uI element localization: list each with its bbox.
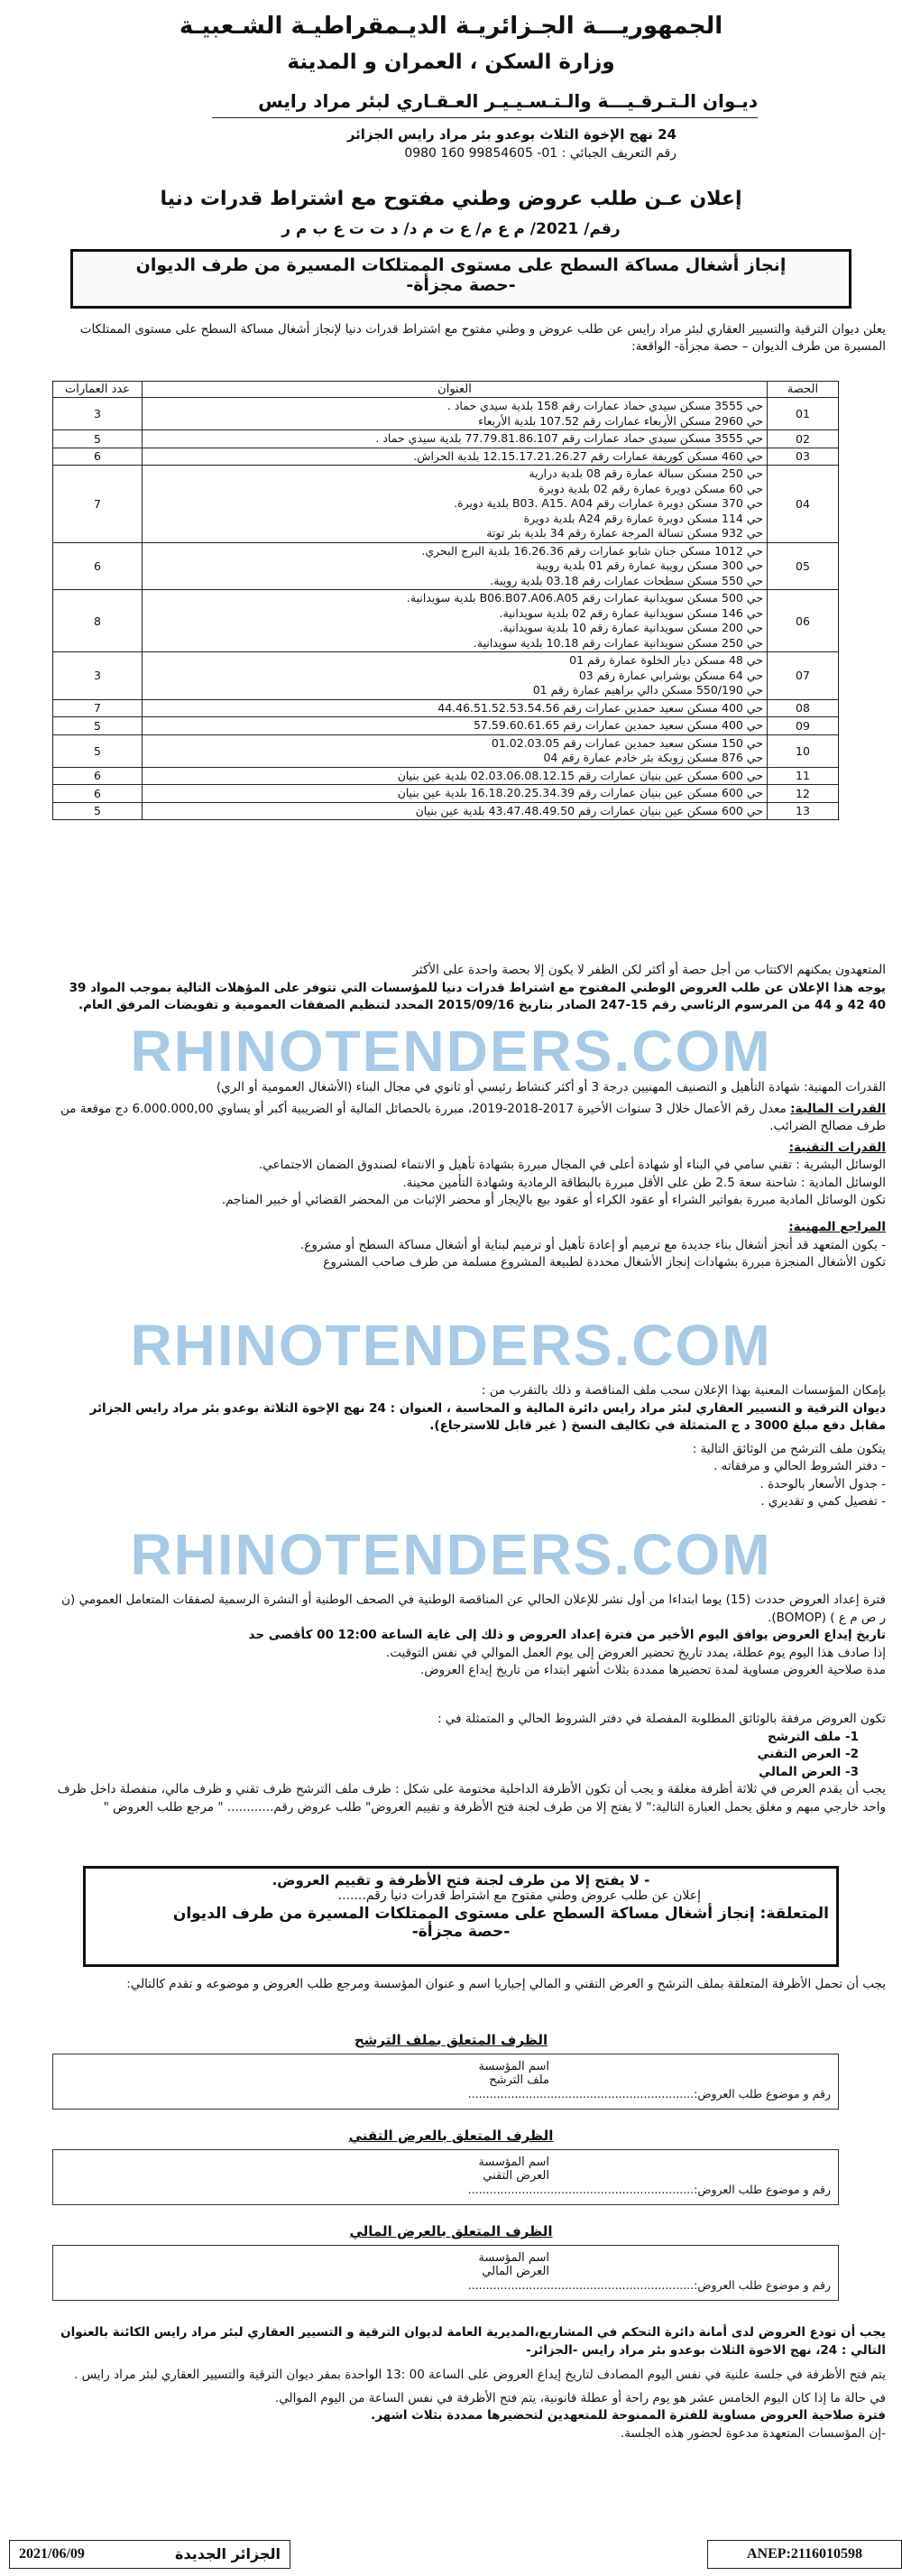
table-header-row <box>53 382 839 398</box>
lot-address <box>143 802 768 820</box>
technical-title: القدرات التقنية: <box>788 1140 886 1155</box>
withdraw-1: بإمكان المؤسسات المعنية بهذا الإعلان سحب ملف المناقصة و ذلك بالتقرب من : <box>481 1383 886 1398</box>
address-line: حي 250 مسكن سويدانية عمارات رقم 10.18 بلدية سويدانية. <box>473 635 763 650</box>
anep-reference: ANEP:2116010598 <box>707 2540 902 2569</box>
lot-number: 11 <box>768 767 839 785</box>
lot-address <box>143 699 768 717</box>
closing-block <box>54 2324 886 2442</box>
lot-address <box>143 430 768 448</box>
table-row <box>53 785 839 803</box>
building-count: 5 <box>53 430 143 448</box>
address-line: حي 400 مسكن سعيد حمدين عمارات رقم 57.59.60.61.65 <box>474 718 763 732</box>
address-line: حي 114 مسكن دويرة عمارة رقم A24 بلدية دويرة <box>523 511 763 525</box>
deadline-block <box>54 1592 886 1680</box>
header-address: العنوان <box>143 382 768 398</box>
outer-line-1: - لا يفتح إلا من طرف لجنة فتح الأظرفة و تقييم العروض. <box>272 1872 650 1888</box>
watermark-1: RHINOTENDERS.COM <box>130 1019 772 1084</box>
address-line: حي 64 مسكن بوشرابي عمارة رقم 03 <box>578 668 763 682</box>
file-content-3: - تفصيل كمي و تقديري . <box>760 1494 886 1510</box>
closing-5: -إن المؤسسات المتعهدة مدعوة لحضور هذه الجلسة. <box>620 2425 886 2441</box>
office-underline <box>212 117 758 118</box>
address-line: حي 200 مسكن سويدانية عمارة رقم 10 بلدية سويدانية. <box>499 621 763 634</box>
address-line: حي 2960 مسكن الأربعاء عمارات رقم 107.52 بلدية الأربعاء <box>478 413 763 428</box>
lot-address <box>143 717 768 735</box>
offer-item-2: 2- العرض التقني <box>757 1747 859 1762</box>
lot-number: 10 <box>768 734 839 767</box>
lot-number: 04 <box>768 466 839 543</box>
outer-line-2: إعلان عن طلب عروض وطني مفتوح مع اشتراط قدرات دنيا رقم....... <box>337 1888 701 1903</box>
building-count: 8 <box>53 590 143 652</box>
header-count: عدد العمارات <box>53 382 143 398</box>
ministry-title: وزارة السكن ، العمران و المدينة <box>287 51 615 74</box>
outer-envelope-box <box>83 1866 839 1967</box>
lot-number: 07 <box>768 652 839 700</box>
address-line: حي 370 مسكن دويرة عمارات رقم B03. A15. A04 بلدية دويرة. <box>454 496 763 510</box>
envelope-financial-ref: رقم و موضوع طلب العروض:............................................................... <box>467 2278 831 2292</box>
tax-id: رقم التعريف الجبائي : 01- 99854605 160 0980 <box>404 146 676 161</box>
lot-number: 06 <box>768 590 839 652</box>
outer-line-3: المتعلقة: إنجاز أشغال مساكة السطح على مستوى الممتلكات المسيرة من طرف الديوان <box>172 1905 829 1923</box>
table-row <box>53 542 839 590</box>
address-line: حي 500 مسكن سويدانية عمارات رقم B06.B07.A06.A05 بلدية سويدانية. <box>406 591 763 605</box>
building-count: 3 <box>53 398 143 430</box>
intro-paragraph: يعلن ديوان الترقية والتسيير العقاري لبئر مراد رايس عن طلب عروض و وطني مفتوح مع اشتراط قدرات دنيا لإنجاز أشغال مساكة السطح على مستوى الممتلكات المسيرة من طرف الديوان – حصة مجزأة- الواقعة: <box>79 322 886 354</box>
table-row <box>53 448 839 466</box>
table-row <box>53 430 839 448</box>
withdraw-block <box>54 1382 886 1511</box>
withdraw-2: ديوان الترقية و التسيير العقاري لبئر مراد رايس دائرة المالية و المحاسبة ، العنوان : 24 نهج الإخوة الثلاثة بوعدو بئر مراد رايس الجزائر مقابل دفع مبلغ 3000 د ج المتمثلة في تكاليف النسخ ( غير قابل للاسترجاع). <box>89 1400 886 1434</box>
envelope-candidacy-label: ملف الترشح <box>489 2073 549 2087</box>
offers-intro: تكون العروض مرفقة بالوثائق المطلوبة المفصلة في دفتر الشروط الحالي و المتمثلة في : <box>437 1712 886 1726</box>
building-count: 5 <box>53 717 143 735</box>
deadline-2: تاريخ إيداع العروض يوافق اليوم الأخير من فترة إعداد العروض و ذلك إلى غاية الساعة 12:00 00 كأقصى حد <box>248 1628 886 1643</box>
envelope-technical-ref: رقم و موضوع طلب العروض:............................................................... <box>467 2183 831 2196</box>
deadline-1: فترة إعداد العروض حددت (15) يوما ابتداءا من أول نشر للإعلان الحالي عن المناقصة الوطنية في الصحف الوطنية أو النشرة الرسمية لصفقات المتعامل العمومي (ن ر ص م ع ) (BOMOP). <box>61 1593 886 1625</box>
envelope-instructions: يجب أن يقدم العرض في ثلاثة أظرفة مغلقة و يجب أن تكون الأظرفة الداخلية مختومة على شكل : ظرف ملف الترشح ظرف تقني و ظرف مالي، منفصلة داخل ظرف واحد خارجي مبهم و مغلق يحمل العبارة التالية:" لا يفتح إلا من طرف لجنة فتح الأظرفة و تقييم العروض" طلب عروض رقم............ " مرجع طلب العروض " <box>57 1782 886 1814</box>
watermark-3: RHINOTENDERS.COM <box>130 1522 772 1587</box>
newspaper-footer <box>9 2540 290 2569</box>
project-title: إنجاز أشغال مساكة السطح على مستوى الممتلكات المسيرة من طرف الديوان <box>135 255 787 275</box>
deadline-4: مدة صلاحية العروض مساوية لمدة تحضيرها ممددة بثلاث أشهر ابتداء من تاريخ إيداع العروض. <box>420 1663 886 1678</box>
envelope-candidacy-company: اسم المؤسسة <box>478 2060 549 2073</box>
address-line: حي 250 مسكن سبالة عمارة رقم 08 بلدية درارية <box>529 466 763 480</box>
lot-number: 05 <box>768 542 839 590</box>
condition-1: المتعهدون يمكنهم الاكتتاب من أجل حصة أو أكثر لكن الظفر لا يكون إلا بحصة واحدة على الأكثر <box>412 963 886 977</box>
envelope-financial-box <box>52 2245 839 2301</box>
lot-number: 02 <box>768 430 839 448</box>
lot-number: 01 <box>768 398 839 430</box>
offer-item-1: 1- ملف الترشح <box>768 1729 859 1744</box>
lots-table <box>52 381 839 820</box>
lots-table-body <box>53 398 839 820</box>
watermark-2: RHINOTENDERS.COM <box>130 1313 772 1378</box>
address-line: حي 460 مسكن كوريفة عمارات رقم 12.15.17.21.26.27 بلدية الحراش. <box>413 448 763 463</box>
building-count: 5 <box>53 734 143 767</box>
address-line: حي 550/190 مسكن دالي براهيم عمارة رقم 01 <box>532 683 763 697</box>
project-title-box <box>70 249 851 309</box>
lot-address <box>143 785 768 803</box>
address-line: حي 3555 مسكن سيدي حماد عمارات رقم 77.79.81.86.107 بلدية سيدي حماد . <box>375 431 763 445</box>
lot-address <box>143 590 768 652</box>
qualification-block <box>54 1079 886 1272</box>
lot-address <box>143 542 768 590</box>
file-content-2: - جدول الأسعار بالوحدة . <box>759 1476 886 1491</box>
address-line: حي 600 مسكن عين بنيان عمارات رقم 16.18.20.25.34.39 بلدية عين بنيان <box>397 786 763 799</box>
table-row <box>53 802 839 820</box>
lot-address <box>143 652 768 700</box>
closing-1: يجب أن تودع العروض لدى أمانة دائرة التحكم في المشاريع،المديرية العامة لديوان الترقية و التسيير العقاري لبئر مراد رايس الكائنة بالعنوان التالي : 24، نهج الاخوة الثلاث بوعدو بئر مراد رايس -الجزائر- <box>60 2325 886 2358</box>
lot-number: 12 <box>768 785 839 803</box>
deadline-3: إذا صادف هذا اليوم يوم عطلة، يمدد تاريخ تحضير العروض إلى يوم العمل الموالي في نفس التوقيت. <box>385 1645 886 1660</box>
address-line: حي 150 مسكن سعيد حمدين عمارات رقم 01.02.03.05 <box>491 735 763 750</box>
publication-date: 2021/06/09 <box>19 2546 85 2562</box>
technical-1: الوسائل البشرية : تقني سامي في البناء أو شهادة أعلى في المجال مبررة بشهادة تأهيل و الانتماء لصندوق الضمان الاجتماعي. <box>259 1158 886 1173</box>
references-title: المراجع المهنية: <box>788 1219 886 1234</box>
newspaper-name: الجزائر الجديدة <box>175 2545 281 2562</box>
building-count: 7 <box>53 466 143 543</box>
address-line: حي 1012 مسكن جنان شابو عمارات رقم 16.26.36 بلدية البرج البحري. <box>421 543 763 558</box>
envelope-technical-label: العرض التقني <box>483 2169 549 2183</box>
technical-3: تكون الوسائل المادية مبررة بفواتير الشراء أو عقود الكراء أو عقود بيع بالإيجار أو محضر الإثبات من المحضر القضائي أو خبير المناجم. <box>221 1193 886 1208</box>
lot-address <box>143 398 768 430</box>
envelope-financial-company: اسم المؤسسة <box>478 2251 549 2265</box>
offer-item-3: 3- العرض المالي <box>759 1764 859 1779</box>
conditions-block <box>54 962 886 1015</box>
condition-2: يوجه هذا الإعلان عن طلب العروض الوطني المفتوح مع اشتراط قدرات دنيا للمؤسسات التي تتوفر على المؤهلات التالية بموجب المواد 39 40 42 و 44 من المرسوم الرئاسي رقم 15-247 الصادر بتاريخ 2015/09/16 المحدد لتنظيم الصفقات العمومية و تفويضات المرفق العام. <box>69 980 886 1013</box>
lot-address <box>143 734 768 767</box>
table-row <box>53 699 839 717</box>
qualification-text: القدرات المهنية: شهادة التأهيل و التصنيف المهنيين درجة 3 أو أكثر كنشاط رئيسي أو ثانوي في مجال البناء (الأشغال العمومية أو الري) <box>216 1080 886 1094</box>
envelope-technical-title: الظرف المتعلق بالعرض التقني <box>348 2128 554 2144</box>
envelope-technical-company: اسم المؤسسة <box>478 2156 549 2169</box>
address-line: حي 600 مسكن عين بنيان عمارات رقم 02.03.06.08.12.15 بلدية عين بنيان <box>397 768 763 782</box>
technical-2: الوسائل المادية : شاحنة سعة 2.5 طن على الأقل مبررة بالبطاقة الرمادية وشهادة التأمين محينة. <box>402 1175 886 1190</box>
closing-2: يتم فتح الأظرفة في جلسة علنية في نفس اليوم المصادف لتاريخ إيداع العروض على الساعة 00 :13 الواحدة بمقر ديوان الترقية والتسيير العقاري لبئر مراد رايس . <box>74 2368 886 2383</box>
envelope-candidacy-title: الظرف المتعلق بملف الترشح <box>354 2032 548 2048</box>
address-line: حي 48 مسكن ديار الخلوة عمارة رقم 01 <box>569 653 763 667</box>
envelope-candidacy-ref: رقم و موضوع طلب العروض:............................................................... <box>467 2087 831 2101</box>
inner-intro: يجب أن تحمل الأظرفة المتعلقة بملف الترشح و العرض التقني و المالي إجباريا اسم و عنوان المؤسسة ومرجع طلب العروض و موضوعه و تقدم كالتالي: <box>126 1977 886 1991</box>
address-line: حي 3555 مسكن سيدي حماد عمارات رقم 158 بلدية سيدي حماد . <box>446 399 763 412</box>
building-count: 6 <box>53 785 143 803</box>
lot-number: 09 <box>768 717 839 735</box>
table-row <box>53 466 839 543</box>
address-line: حي 600 مسكن عين بنيان عمارات رقم 43.47.48.49.50 بلدية عين بنيان <box>415 803 763 817</box>
closing-4: فترة صلاحية العروض مساوية للفترة الممنوحة للمتعهدين لتحضيرها ممددة بثلاث اشهر. <box>371 2408 886 2424</box>
building-count: 3 <box>53 652 143 700</box>
lot-number: 03 <box>768 448 839 466</box>
address-line: حي 550 مسكن سطحات عمارات رقم 03.18 بلدية رويبة. <box>490 573 763 587</box>
building-count: 6 <box>53 542 143 590</box>
lot-address <box>143 767 768 785</box>
address-line: حي 146 مسكن سويدانية عمارة رقم 02 بلدية سويدانية. <box>499 605 763 620</box>
table-row <box>53 734 839 767</box>
table-row <box>53 590 839 652</box>
address-line: حي 932 مسكن تسالة المرجة عمارة رقم 34 بلدية بئر توتة <box>486 526 763 540</box>
building-count: 7 <box>53 699 143 717</box>
table-row <box>53 398 839 430</box>
reference-1: - يكون المتعهد قد أنجز أشغال بناء جديدة مع ترميم أو إعادة تأهيل أو ترميم لبناية أو أشغال مساكة السطح أو مشروع. <box>300 1237 886 1252</box>
reference-2: تكون الأشغال المنجزة مبررة بشهادات إنجاز الأشغال محددة لطبيعة المشروع مسلمة من طرف صاحب المشروع <box>323 1255 886 1270</box>
outer-line-4: -حصة مجزأة- <box>411 1923 511 1941</box>
envelope-financial-label: العرض المالي <box>482 2265 549 2278</box>
lot-address <box>143 466 768 543</box>
office-name: ديـوان الـتـرقـيـــة والـتـسـيـيـر العـقـاري لبئر مراد رايس <box>258 90 758 112</box>
offers-block <box>54 1711 886 1816</box>
building-count: 6 <box>53 767 143 785</box>
announcement-number: رقم/ 2021/ م ع م/ ع ت م د/ د ت ت ع ب م ر <box>281 220 621 238</box>
building-count: 6 <box>53 448 143 466</box>
address-line: حي 60 مسكن دويرة عمارة رقم 02 بلدية دويرة <box>538 481 763 495</box>
address-line: حي 400 مسكن سعيد حمدين عمارات رقم 44.46.51.52.53.54.56 <box>437 700 763 715</box>
table-row <box>53 717 839 735</box>
project-subtitle: -حصة مجزأة- <box>406 275 516 295</box>
table-row <box>53 767 839 785</box>
lot-number: 08 <box>768 699 839 717</box>
office-address: 24 نهج الإخوة الثلاث بوعدو بئر مراد رايس الجزائر <box>346 126 676 143</box>
building-count: 5 <box>53 802 143 820</box>
closing-3: في حالة ما إذا كان اليوم الخامس عشر هو يوم راحة أو عطلة قانونية، يتم فتح الأظرفة في نفس الساعة من اليوم الموالي. <box>274 2390 886 2405</box>
envelope-candidacy-box <box>52 2054 839 2110</box>
financial-title: القدرات المالية: <box>790 1101 886 1116</box>
republic-title: الجمهوريـــة الجـزائريـة الديـمقراطيـة الشـعبيـة <box>179 13 723 40</box>
envelope-financial-title: الظرف المتعلق بالعرض المالي <box>349 2223 553 2239</box>
address-line: حي 876 مسكن زوبكة بئر خادم عمارة رقم 04 <box>543 751 763 764</box>
address-line: حي 300 مسكن رويبة عمارة رقم 01 بلدية رويبة <box>536 559 763 572</box>
header-lot: الحصة <box>768 382 839 398</box>
lot-number: 13 <box>768 802 839 820</box>
envelope-technical-box <box>52 2149 839 2205</box>
financial-text: معدل رقم الأعمال خلال 3 سنوات الأخيرة 2017-2018-2019، مبررة بالحصائل المالية أو الضريبية أكبر أو يساوي 6.000.000,00 دج موقعة من طرف مصالح الضرائب. <box>60 1101 886 1134</box>
file-contents-title: يتكون ملف الترشح من الوثائق التالية : <box>692 1441 886 1456</box>
table-row <box>53 652 839 700</box>
file-content-1: - دفتر الشروط الحالي و مرفقاته . <box>713 1459 886 1474</box>
lot-address <box>143 448 768 466</box>
announcement-title: إعلان عـن طلب عروض وطني مفتوح مع اشتراط قدرات دنيا <box>160 188 742 210</box>
